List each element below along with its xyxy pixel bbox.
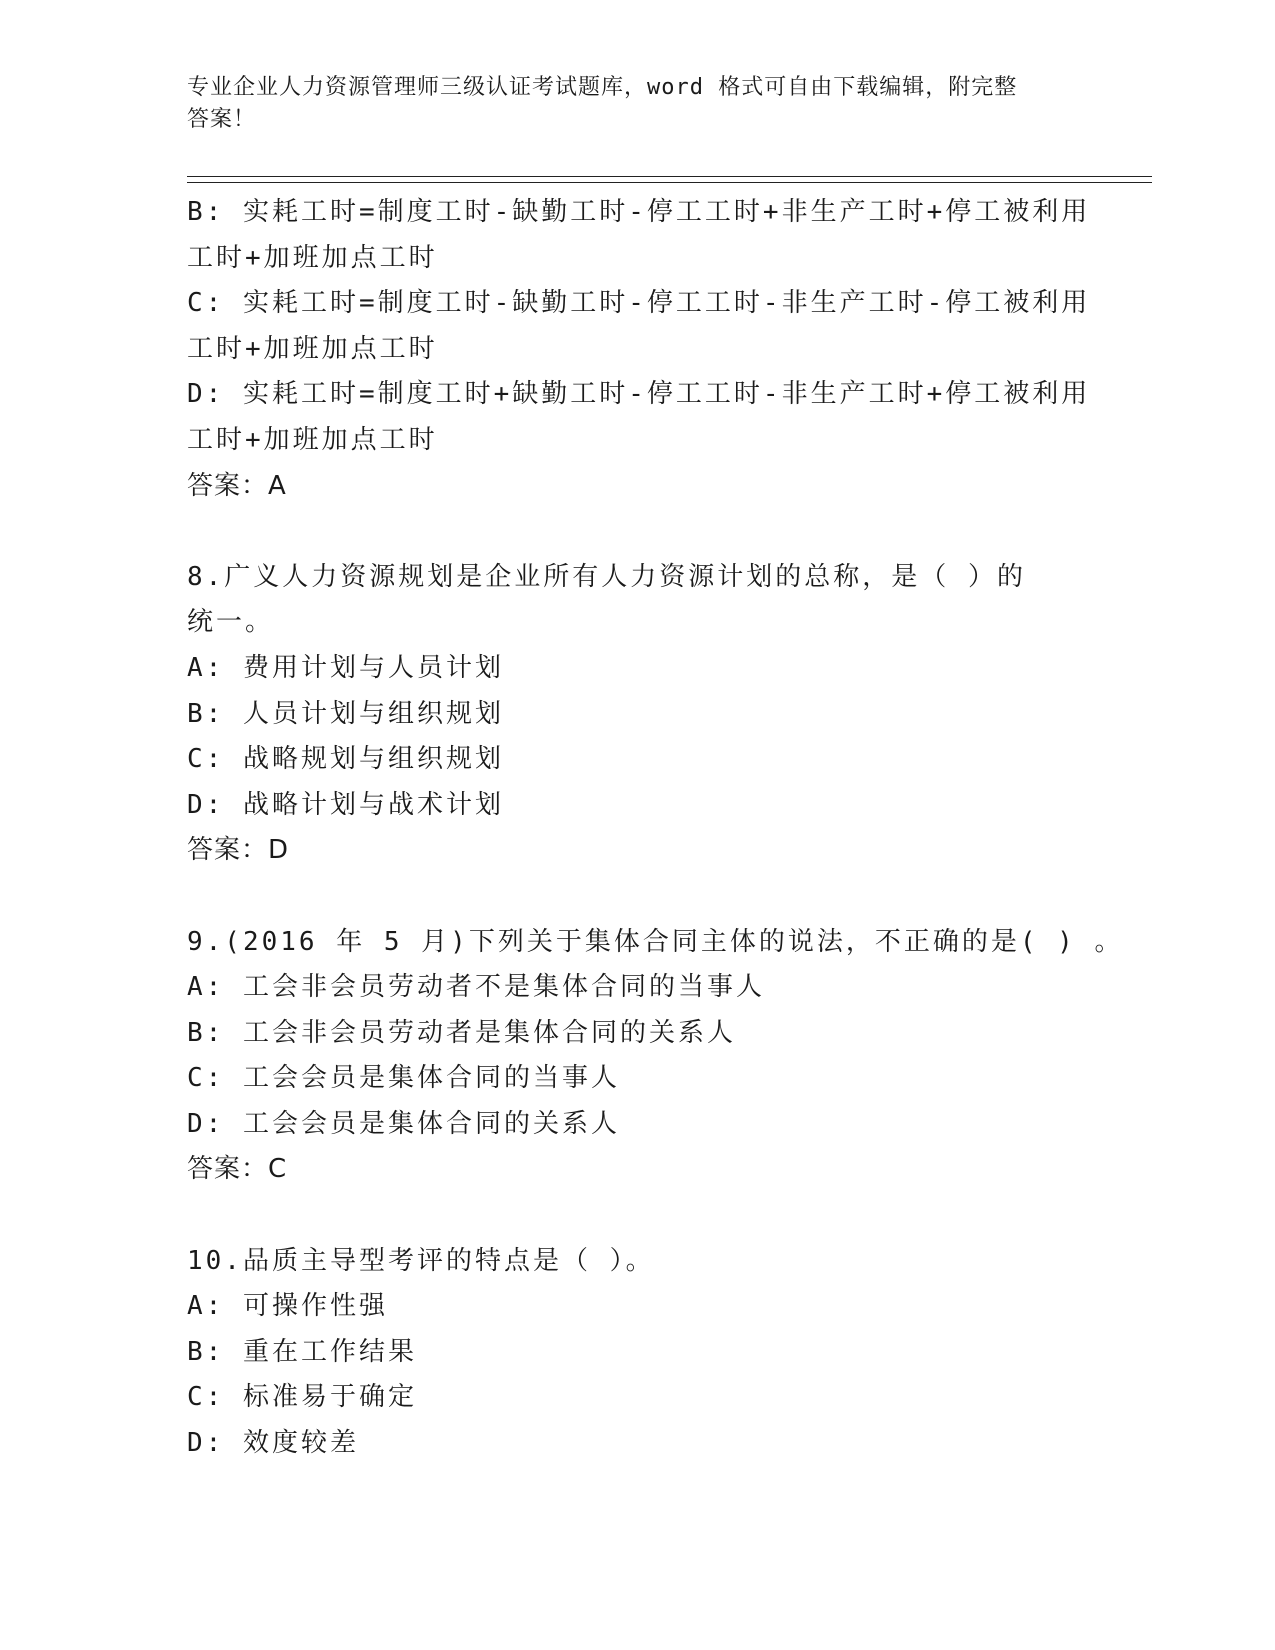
q7-option-b-line-2: 工时+加班加点工时 [187,242,438,273]
q9-option-a: A: 工会非会员劳动者不是集体合同的当事人 [187,972,765,1003]
question-8 [187,555,1087,874]
question-7 [187,190,1091,509]
header-rule-top [187,176,1152,177]
q7-option-d-line-2: 工时+加班加点工时 [187,424,438,455]
q8-option-c: C: 战略规划与组织规划 [187,744,504,775]
q7-answer: 答案：A [187,470,287,501]
document-body [187,190,1124,1467]
q10-option-b: B: 重在工作结果 [187,1336,417,1367]
q8-option-a: A: 费用计划与人员计划 [187,652,504,683]
q8-option-d: D: 战略计划与战术计划 [187,789,504,820]
q10-option-a: A: 可操作性强 [187,1291,388,1322]
q7-option-c-line-1: C: 实耗工时=制度工时-缺勤工时-停工工时-非生产工时-停工被利用 [187,288,1091,319]
q8-stem-line-1: 8.广义人力资源规划是企业所有人力资源计划的总称，是（ ）的 [187,561,1026,592]
header-line-1: 专业企业人力资源管理师三级认证考试题库，word 格式可自由下载编辑，附完整 [187,75,1018,100]
q9-option-b: B: 工会非会员劳动者是集体合同的关系人 [187,1017,736,1048]
q9-option-c: C: 工会会员是集体合同的当事人 [187,1063,620,1094]
header-rule-bottom [187,182,1152,183]
spacer [187,874,1087,920]
page-header [187,72,1067,136]
spacer [187,1193,1087,1239]
q7-option-d-line-1: D: 实耗工时=制度工时+缺勤工时-停工工时-非生产工时+停工被利用 [187,379,1091,410]
q10-option-d: D: 效度较差 [187,1428,359,1459]
spacer [187,509,1087,555]
header-line-2: 答案！ [187,107,257,132]
q9-stem: 9.(2016 年 5 月)下列关于集体合同主体的说法，不正确的是( ) 。 [187,926,1124,957]
q8-answer: 答案：D [187,835,290,866]
q7-option-b-line-1: B: 实耗工时=制度工时-缺勤工时-停工工时+非生产工时+停工被利用 [187,197,1091,227]
q10-option-c: C: 标准易于确定 [187,1382,417,1413]
question-9 [187,920,1124,1194]
question-10 [187,1239,1087,1467]
q7-option-c-line-2: 工时+加班加点工时 [187,333,438,364]
q9-answer: 答案：C [187,1154,288,1185]
q8-stem-line-2: 统一。 [187,607,275,638]
q8-option-b: B: 人员计划与组织规划 [187,698,504,729]
q10-stem: 10.品质主导型考评的特点是（ ）。 [187,1245,655,1276]
q9-option-d: D: 工会会员是集体合同的关系人 [187,1108,620,1139]
